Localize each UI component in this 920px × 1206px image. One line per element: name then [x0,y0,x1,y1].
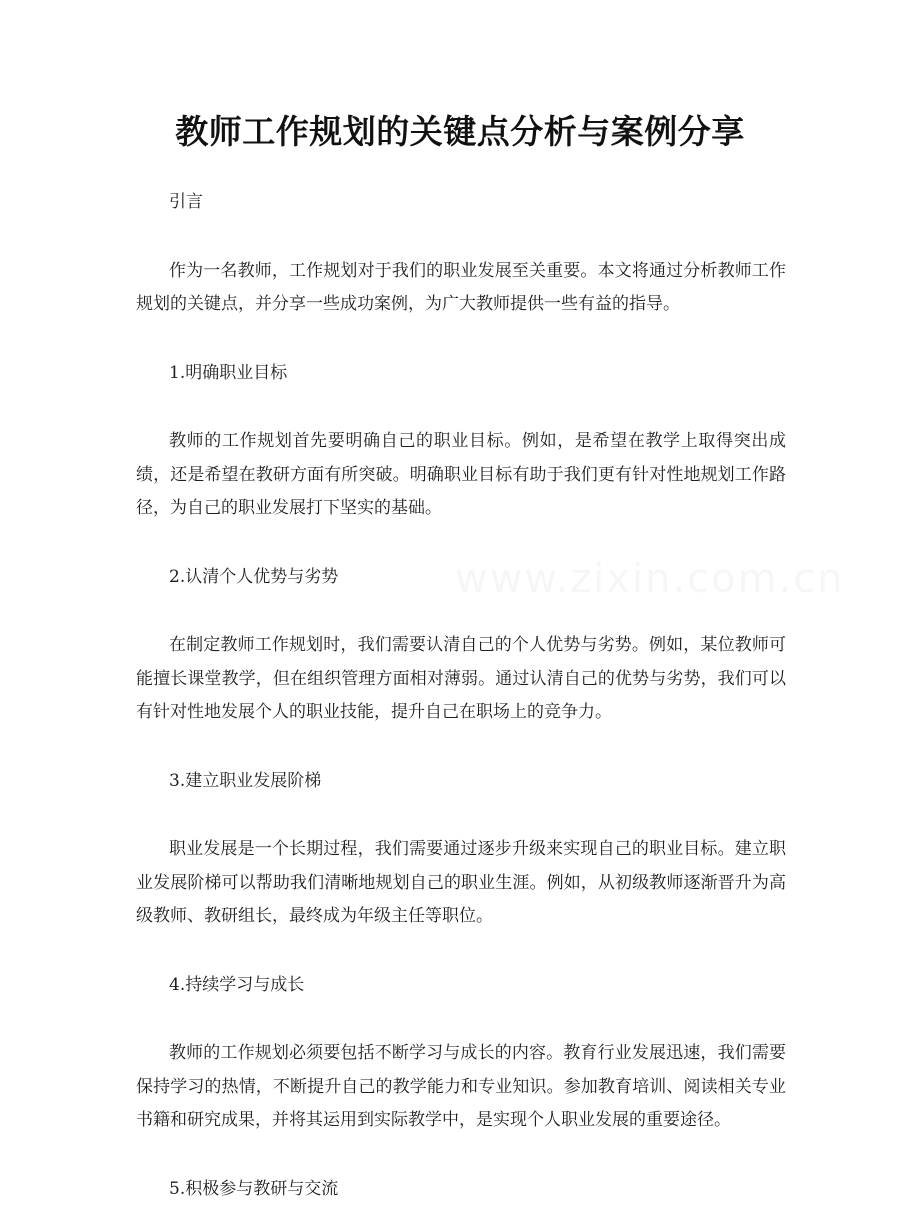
paragraph-1: 教师的工作规划首先要明确自己的职业目标。例如，是希望在教学上取得突出成绩，还是希望在教研方面有所突破。明确职业目标有助于我们更有针对性地规划工作路径，为自己的职业发展打下坚实的基础。 [136,425,786,526]
paragraph-3: 职业发展是一个长期过程，我们需要通过逐步升级来实现自己的职业目标。建立职业发展阶梯可以帮助我们清晰地规划自己的职业生涯。例如，从初级教师逐渐晋升为高级教师、教研组长，最终成为年级主任等职位。 [136,833,786,934]
section-heading-5: 5.积极参与教研与交流 [136,1173,786,1206]
section-heading-intro: 引言 [136,186,786,220]
paragraph-2: 在制定教师工作规划时，我们需要认清自己的个人优势与劣势。例如，某位教师可能擅长课堂教学，但在组织管理方面相对薄弱。通过认清自己的优势与劣势，我们可以有针对性地发展个人的职业技能，提升自己在职场上的竞争力。 [136,629,786,730]
document-body [136,186,786,1206]
paragraph-4: 教师的工作规划必须要包括不断学习与成长的内容。教育行业发展迅速，我们需要保持学习的热情，不断提升自己的教学能力和专业知识。参加教育培训、阅读相关专业书籍和研究成果，并将其运用到实际教学中，是实现个人职业发展的重要途径。 [136,1037,786,1138]
section-heading-4: 4.持续学习与成长 [136,969,786,1003]
section-heading-3: 3.建立职业发展阶梯 [136,765,786,799]
document-title: 教师工作规划的关键点分析与案例分享 [0,106,920,153]
paragraph-intro: 作为一名教师，工作规划对于我们的职业发展至关重要。本文将通过分析教师工作规划的关键点，并分享一些成功案例，为广大教师提供一些有益的指导。 [136,255,786,322]
section-heading-1: 1.明确职业目标 [136,357,786,391]
section-heading-2: 2.认清个人优势与劣势 [136,561,786,595]
